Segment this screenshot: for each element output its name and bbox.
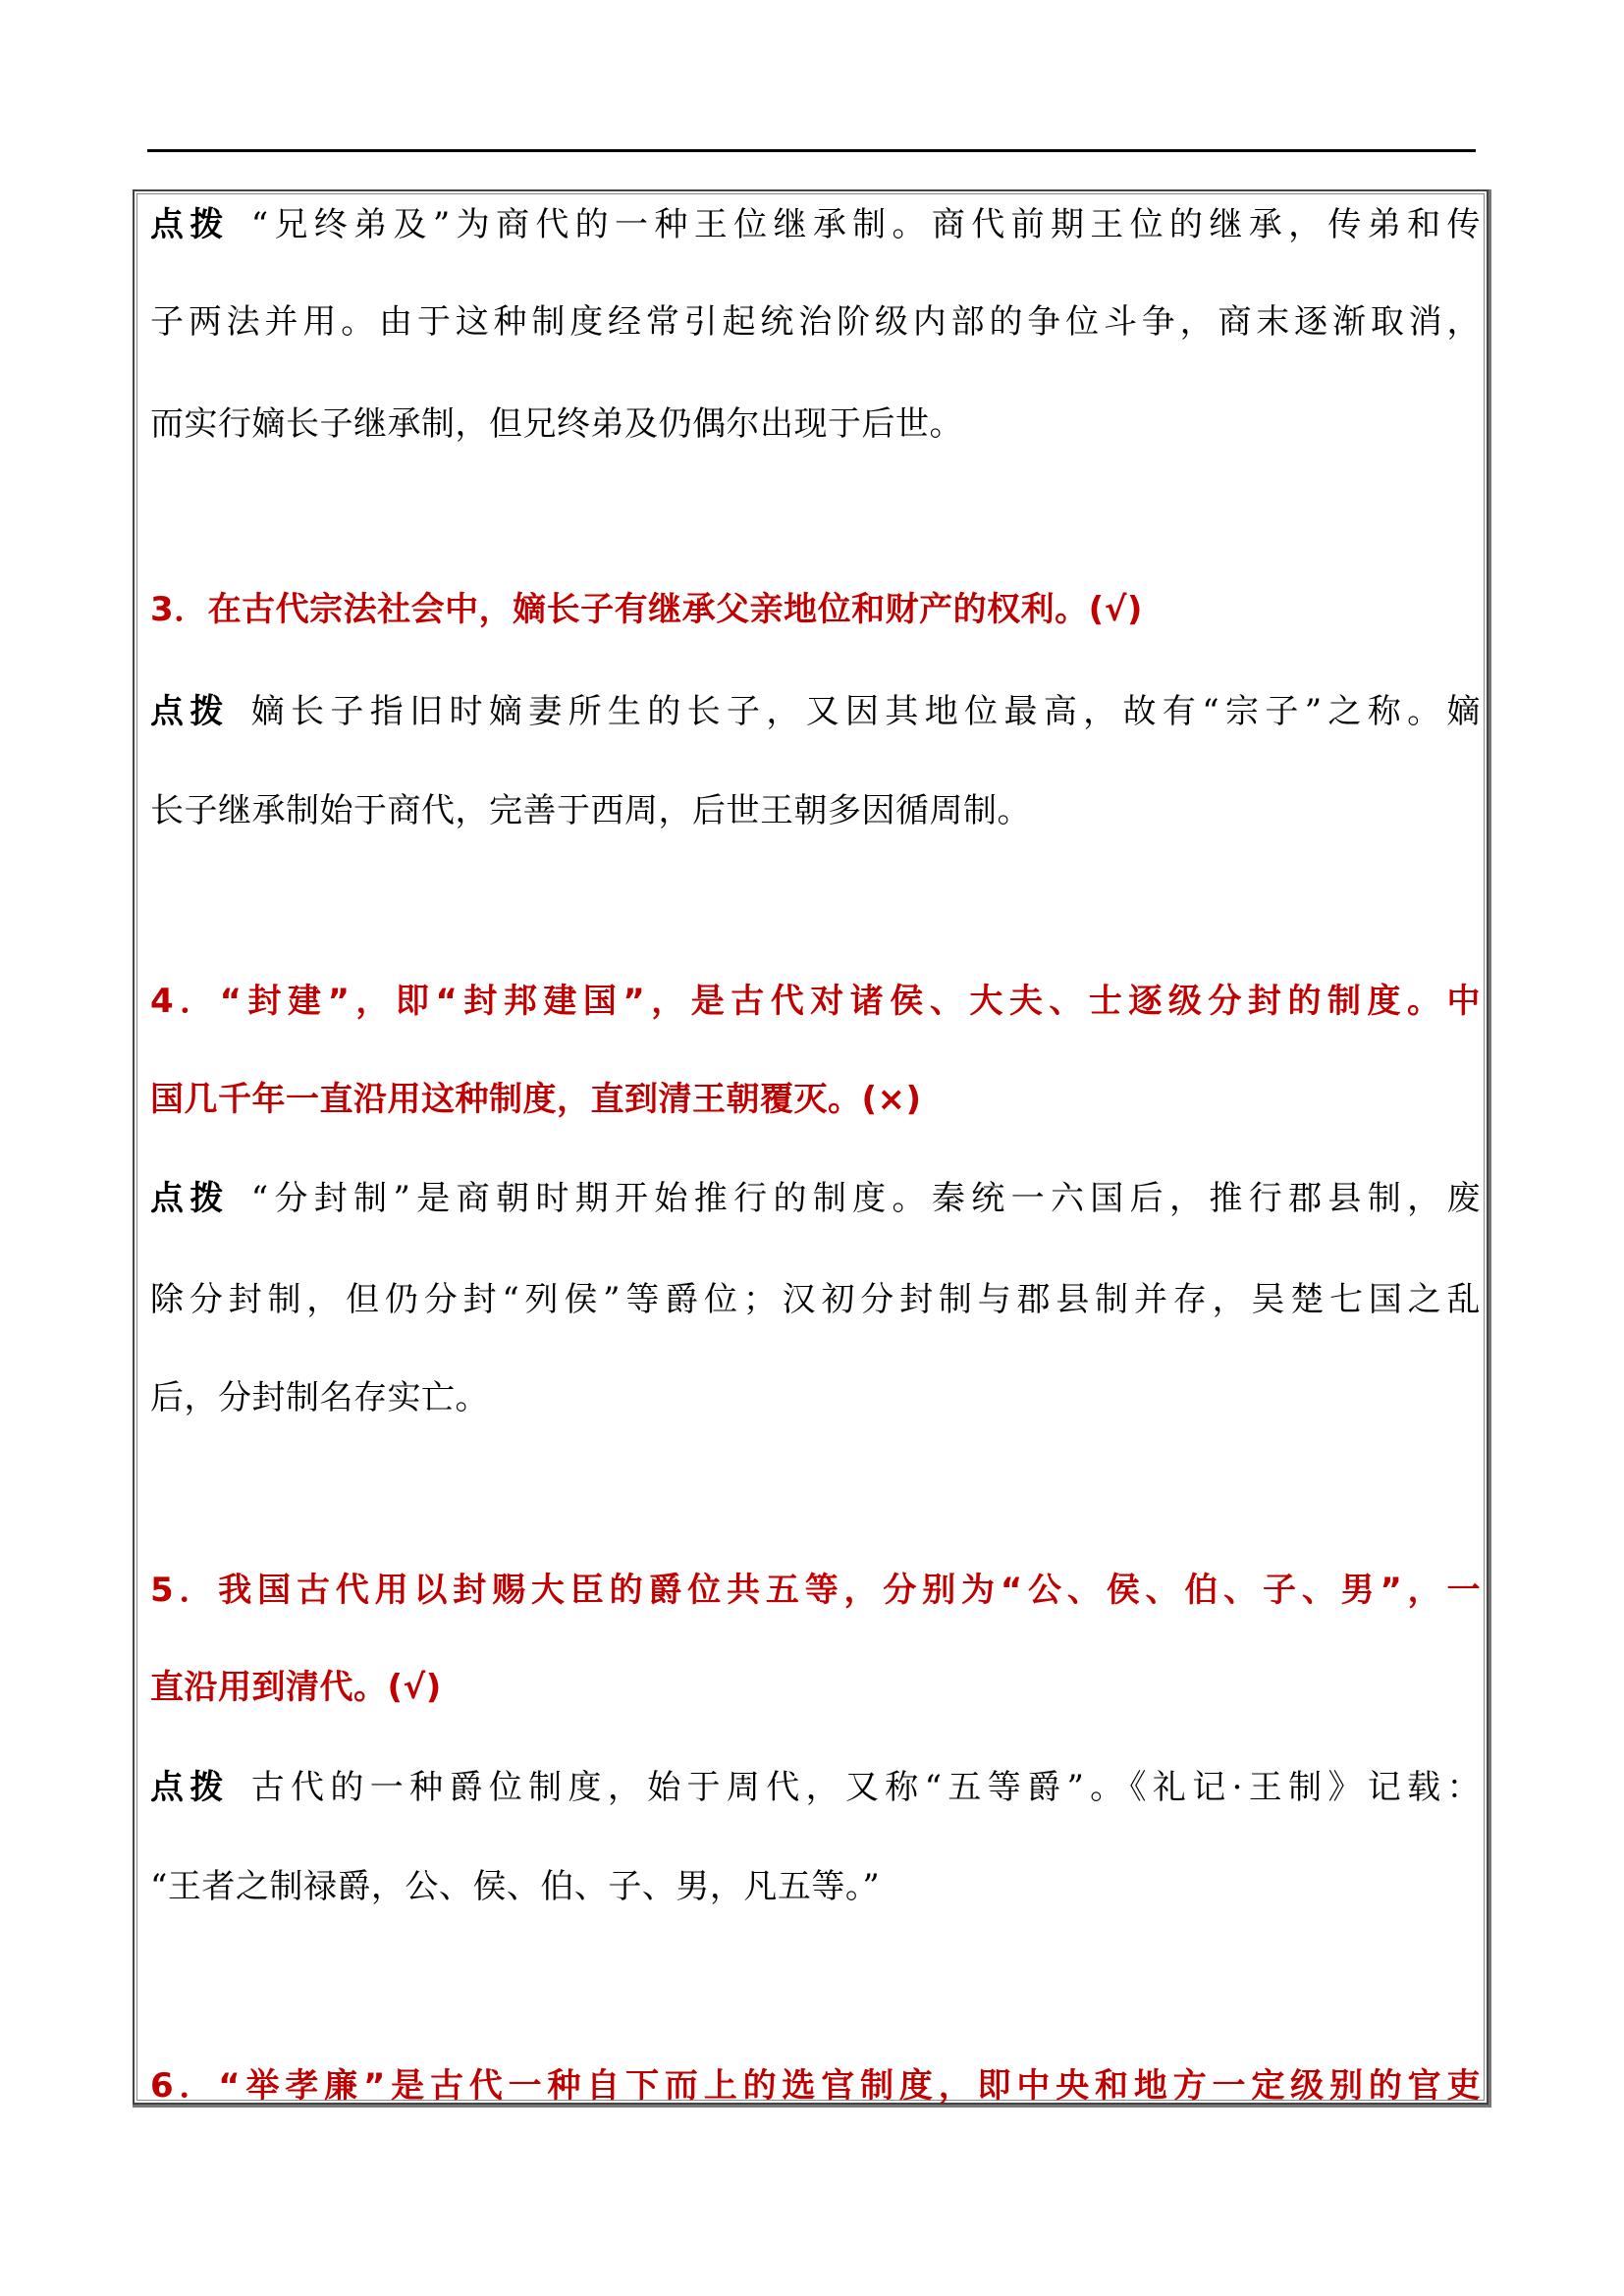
explanation-line: 后，分封制名存实亡。 xyxy=(150,1378,489,1417)
explanation-tag: 点拨 xyxy=(150,1179,230,1218)
explanation-line: “王者之制禄爵，公、侯、伯、子、男，凡五等。” xyxy=(150,1867,881,1906)
header-rule xyxy=(147,149,1476,152)
explanation-line: 除分封制，但仍分封“列侯”等爵位；汉初分封制与郡县制并存，吴楚七国之乱 xyxy=(150,1280,1481,1319)
statement-5-cont: 直沿用到清代。(√) xyxy=(150,1668,442,1707)
statement-4: 4．“封建”，即“封邦建国”，是古代对诸侯、大夫、士逐级分封的制度。中 xyxy=(150,982,1481,1021)
explanation-line: 点拨 “分封制”是商朝时期开始推行的制度。秦统一六国后，推行郡县制，废 xyxy=(150,1179,1481,1218)
explanation-line: 点拨 嫡长子指旧时嫡妻所生的长子，又因其地位最高，故有“宗子”之称。嫡 xyxy=(150,692,1481,731)
statement-4-cont: 国几千年一直沿用这种制度，直到清王朝覆灭。(×) xyxy=(150,1080,922,1119)
explanation-line: 子两法并用。由于这种制度经常引起统治阶级内部的争位斗争，商末逐渐取消， xyxy=(150,302,1481,342)
statement-6: 6．“举孝廉”是古代一种自下而上的选官制度，即中央和地方一定级别的官吏 xyxy=(150,2066,1481,2106)
explanation-line: 而实行嫡长子继承制，但兄终弟及仍偶尔出现于后世。 xyxy=(150,404,963,444)
explanation-line: 点拨 “兄终弟及”为商代的一种王位继承制。商代前期王位的继承，传弟和传 xyxy=(150,205,1481,244)
explanation-tag: 点拨 xyxy=(150,1768,230,1807)
statement-5: 5．我国古代用以封赐大臣的爵位共五等，分别为“公、侯、伯、子、男”，一 xyxy=(150,1571,1481,1610)
explanation-tag: 点拨 xyxy=(150,692,230,731)
explanation-tag: 点拨 xyxy=(150,205,230,244)
explanation-line: 点拨 古代的一种爵位制度，始于周代，又称“五等爵”。《礼记·王制》记载： xyxy=(150,1768,1481,1807)
explanation-line: 长子继承制始于商代，完善于西周，后世王朝多因循周制。 xyxy=(150,791,1031,830)
content-box xyxy=(133,189,1489,2105)
statement-3: 3．在古代宗法社会中，嫡长子有继承父亲地位和财产的权利。(√) xyxy=(150,590,1143,629)
